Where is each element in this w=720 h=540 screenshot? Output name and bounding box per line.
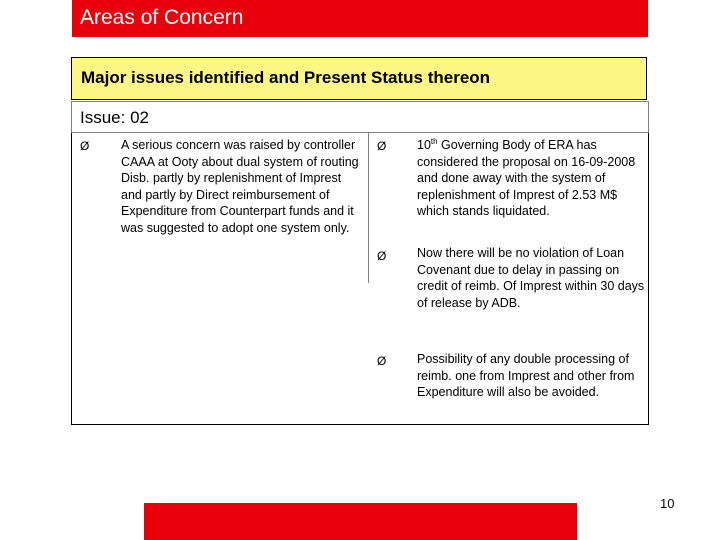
slide-title: Areas of Concern: [80, 6, 244, 29]
issue-header: [71, 101, 649, 133]
arrow-bullet-icon: Ø: [377, 354, 387, 368]
arrow-bullet-icon: Ø: [377, 249, 387, 263]
title-bar: [72, 0, 648, 37]
slide-subtitle: Major issues identified and Present Status thereon: [81, 68, 491, 87]
status-text-3: Possibility of any double processing of reimb. one from Imprest and other from Expenditure will also be avoided.: [417, 352, 635, 399]
issue-label: Issue: 02: [80, 108, 149, 127]
status-text-2: Now there will be no violation of Loan Covenant due to delay in passing on credit of reimb. Of Imprest within 30 days of release by ADB.: [417, 246, 645, 310]
arrow-bullet-icon: Ø: [377, 139, 387, 153]
footer-bar: [144, 503, 577, 540]
content-table: [71, 133, 649, 425]
column-divider: [368, 133, 369, 283]
arrow-bullet-icon: Ø: [80, 139, 90, 153]
left-issue-text: A serious concern was raised by controller CAAA at Ooty about dual system of routing Disb. partly by replenishment of Imprest and partly by Direct reimbursement of Expenditure from Counterpart funds and it was suggested to adopt one system only.: [121, 138, 359, 235]
subtitle-box: [71, 57, 647, 100]
page-number: 10: [660, 496, 675, 511]
status-text-1: 10th Governing Body of ERA has considered the proposal on 16-09-2008 and done away with the system of replenishment of Imprest of 2.53 M$ which stands liquidated.: [417, 136, 636, 218]
